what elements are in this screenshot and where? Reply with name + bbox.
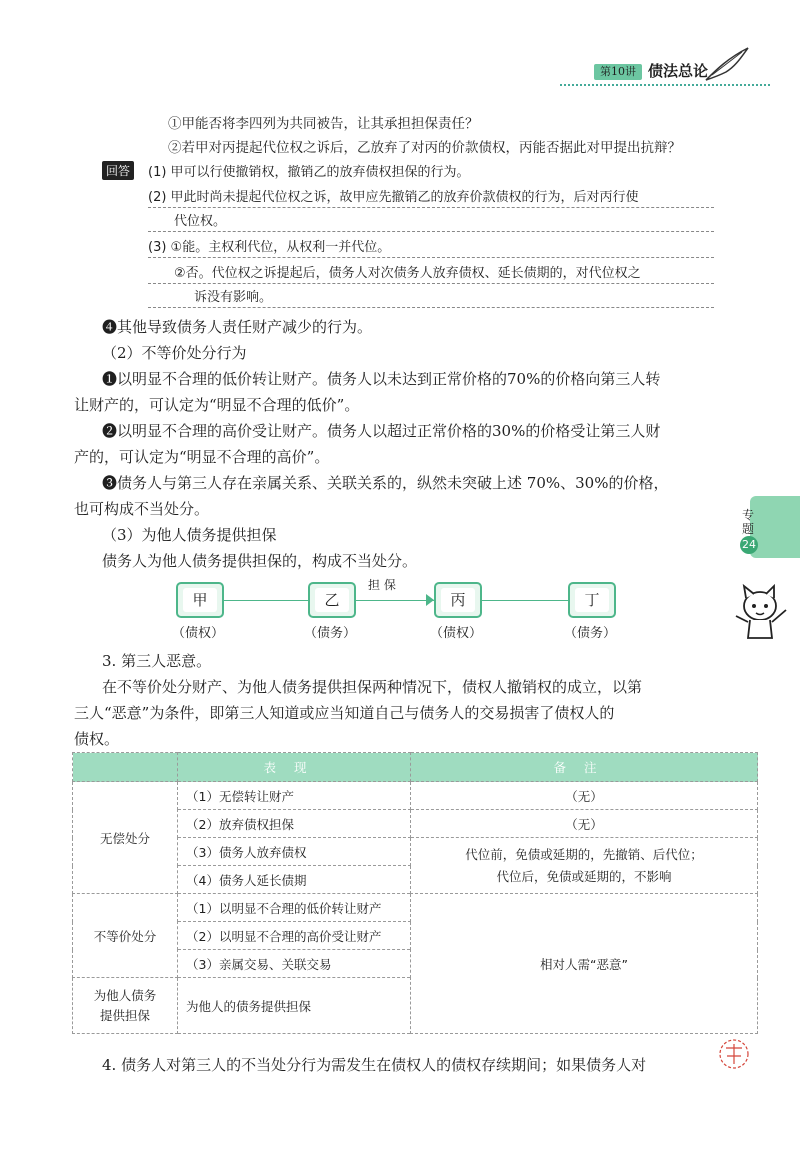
node-bing: 丙 xyxy=(434,582,482,618)
answer-line: 代位权。 xyxy=(148,210,714,232)
table-note-line: 代位后，免债或延期的，不影响 xyxy=(496,868,672,884)
feather-icon xyxy=(702,44,752,84)
paragraph: ❸债务人与第三人存在亲属关系、关联关系的，纵然未突破上述 70%、30%的价格， xyxy=(102,474,669,492)
paragraph: ❶以明显不合理的低价转让财产。债务人以未达到正常价格的70%的价格向第三人转 xyxy=(102,370,661,388)
paragraph: 让财产的，可认定为“明显不合理的低价”。 xyxy=(74,396,360,414)
node-label: （债权） xyxy=(171,626,224,641)
table-header-blank xyxy=(73,753,178,782)
header-divider xyxy=(560,84,770,86)
table-category-line: 提供担保 xyxy=(99,1007,150,1023)
table-category: 无偿处分 xyxy=(73,782,178,894)
table-row xyxy=(73,894,758,922)
table-cell: （3）债务人放弃债权 xyxy=(178,838,411,866)
table-header: 表现 xyxy=(178,753,411,782)
node-jia: 甲 xyxy=(176,582,224,618)
paragraph: ❹其他导致债务人责任财产减少的行为。 xyxy=(102,318,373,336)
section-heading: 3. 第三人恶意。 xyxy=(102,652,212,670)
answer-line: (1) 甲可以行使撤销权，撤销乙的放弃债权担保的行为。 xyxy=(148,165,470,180)
node-label: （债务） xyxy=(303,626,356,641)
edge-label: 担 保 xyxy=(368,578,396,592)
section-heading: （3）为他人债务提供担保 xyxy=(102,526,277,544)
table-category xyxy=(73,978,178,1034)
node-label: （债务） xyxy=(563,626,616,641)
table-note-line: 代位前，免债或延期的，先撤销、后代位； xyxy=(465,846,703,862)
paragraph: 4. 债务人对第三人的不当处分行为需发生在债权人的债权存续期间；如果债务人对 xyxy=(102,1056,647,1074)
paragraph: 产的，可认定为“明显不合理的高价”。 xyxy=(74,448,330,466)
node-ding: 丁 xyxy=(568,582,616,618)
edge-line xyxy=(218,600,308,601)
table-row xyxy=(73,782,758,810)
paragraph: 也可构成不当处分。 xyxy=(74,500,210,518)
paragraph: 债权。 xyxy=(74,730,120,748)
table-cell: （4）债务人延长债期 xyxy=(178,866,411,894)
node-label: （债权） xyxy=(429,626,482,641)
edge-line xyxy=(352,600,434,601)
paragraph: ❷以明显不合理的高价受让财产。债务人以超过正常价格的30%的价格受让第三人财 xyxy=(102,422,661,440)
topic-label: 专题 xyxy=(742,508,755,536)
paragraph: 债务人为他人债务提供担保的，构成不当处分。 xyxy=(102,552,418,570)
seal-stamp-icon xyxy=(716,1036,752,1072)
table-cell: （无） xyxy=(411,782,758,810)
answer-line: (2) 甲此时尚未提起代位权之诉，故甲应先撤销乙的放弃价款债权的行为，后对丙行使 xyxy=(148,186,714,208)
answer-line: (3) ①能。主权利代位，从权利一并代位。 xyxy=(148,236,714,258)
table-cell: （无） xyxy=(411,810,758,838)
table-category-line: 为他人债务 xyxy=(93,987,157,1003)
table-cell xyxy=(411,838,758,894)
answer-line: 诉没有影响。 xyxy=(148,286,714,308)
guarantee-diagram xyxy=(170,578,630,640)
table-cell: （2）放弃债权担保 xyxy=(178,810,411,838)
table-cell: （1）无偿转让财产 xyxy=(178,782,411,810)
question-2: ②若甲对丙提起代位权之诉后，乙放弃了对丙的价款债权，丙能否据此对甲提出抗辩？ xyxy=(168,140,681,156)
answer-tag: 回答 xyxy=(102,161,134,180)
page-header-title: 债法总论 xyxy=(648,62,709,80)
mascot-icon xyxy=(730,580,794,642)
table-category: 不等价处分 xyxy=(73,894,178,978)
table-cell: （2）以明显不合理的高价受让财产 xyxy=(178,922,411,950)
edge-line xyxy=(480,600,568,601)
table-header: 备注 xyxy=(411,753,758,782)
table-cell: （1）以明显不合理的低价转让财产 xyxy=(178,894,411,922)
section-heading: （2）不等价处分行为 xyxy=(102,344,247,362)
arrow-head xyxy=(426,594,434,606)
table-cell: （3）亲属交易、关联交易 xyxy=(178,950,411,978)
topic-number: 24 xyxy=(740,536,758,554)
question-1: ①甲能否将李四列为共同被告，让其承担担保责任？ xyxy=(168,116,479,132)
paragraph: 三人“恶意”为条件，即第三人知道或应当知道自己与债务人的交易损害了债权人的 xyxy=(74,704,615,722)
answer-line: ②否。代位权之诉提起后，债务人对次债务人放弃债权、延长债期的，对代位权之 xyxy=(148,262,714,284)
table-cell: 相对人需“恶意” xyxy=(411,894,758,1034)
chapter-badge: 第10讲 xyxy=(594,64,642,80)
paragraph: 在不等价处分财产、为他人债务提供担保两种情况下，债权人撤销权的成立，以第 xyxy=(102,678,643,696)
table-cell: 为他人的债务提供担保 xyxy=(178,978,411,1034)
node-yi: 乙 xyxy=(308,582,356,618)
disposal-table xyxy=(72,752,758,1034)
topic-side-tab xyxy=(750,496,800,558)
